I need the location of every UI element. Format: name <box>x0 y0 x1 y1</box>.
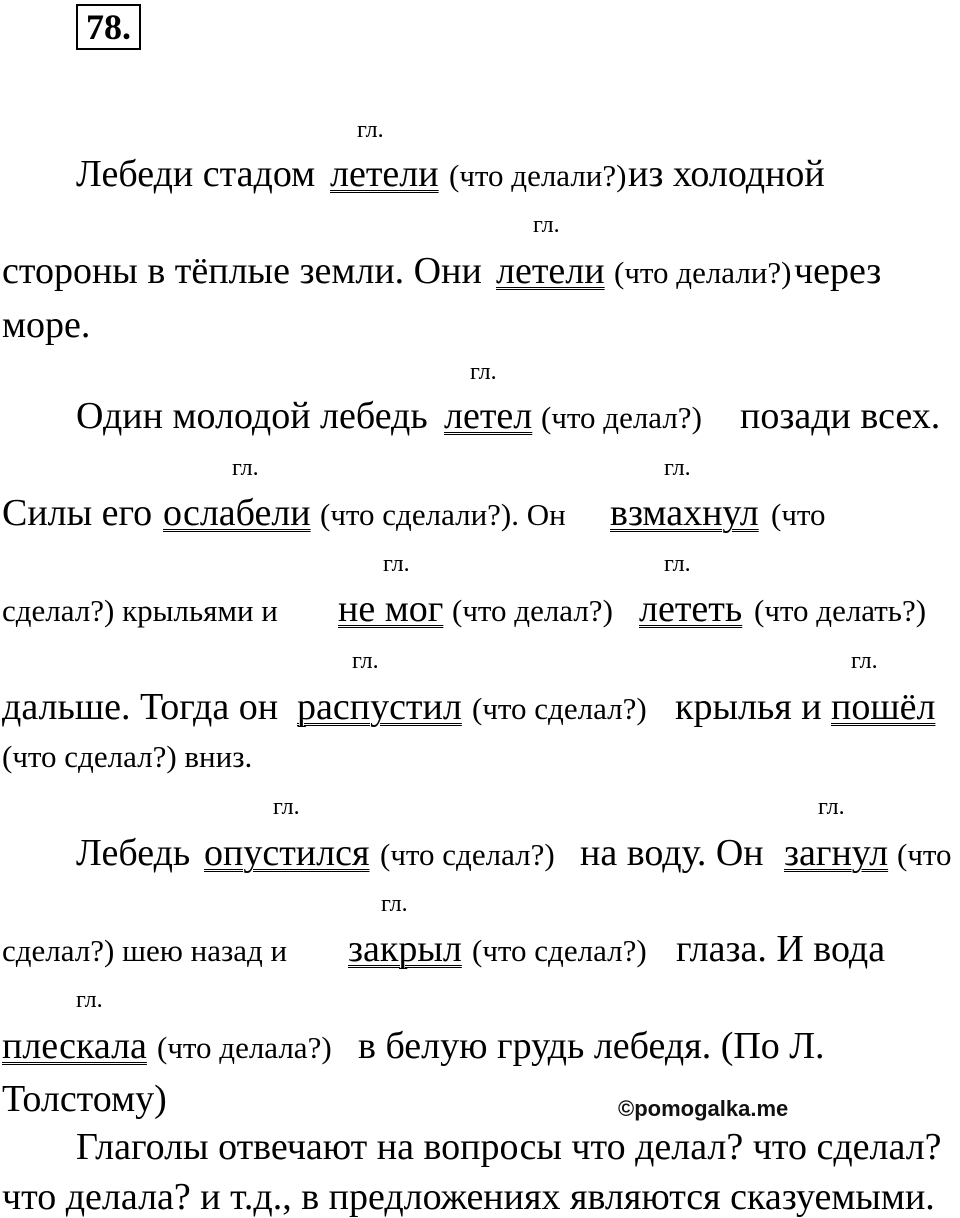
question: (что делала?) <box>157 1030 332 1065</box>
question: (что сделали?). Он <box>320 497 566 532</box>
verb: летели <box>330 153 439 195</box>
conclusion-line-2: что делала? и т.д., в предложениях являются сказуемыми. <box>2 1176 935 1218</box>
verb-label: гл. <box>664 551 691 577</box>
watermark: ©pomogalka.me <box>618 1096 789 1121</box>
verb: лететь <box>639 588 743 630</box>
verb-label: гл. <box>357 117 384 143</box>
verb-label: гл. <box>232 455 259 481</box>
text: (что сделал?) вниз. <box>2 739 253 774</box>
question: (что сделал?) <box>472 691 647 726</box>
text: глаза. И вода <box>676 928 886 970</box>
conclusion-line-1: Глаголы отвечают на вопросы что делал? что сделал? <box>76 1126 942 1168</box>
verb: ослабели <box>163 492 311 534</box>
verb-label: гл. <box>273 794 300 820</box>
question: (что делали?) <box>614 255 792 290</box>
verb-label: гл. <box>851 648 878 674</box>
verb: не мог <box>338 588 444 630</box>
question: (что <box>771 497 826 532</box>
verb-label: гл. <box>76 987 103 1013</box>
text: сделал?) шею назад и <box>2 933 288 968</box>
verb: летел <box>444 395 533 437</box>
question: (что делали?) <box>449 158 627 193</box>
question: (что делал?) <box>541 400 702 435</box>
text: из холодной <box>628 153 825 195</box>
text: стороны в тёплые земли. Они <box>2 250 482 292</box>
verb-label: гл. <box>383 551 410 577</box>
text: через <box>794 250 882 292</box>
text: Толстому) <box>2 1078 167 1120</box>
verb: распустил <box>297 686 462 728</box>
verb: взмахнул <box>610 492 759 534</box>
verb: летели <box>496 250 605 292</box>
question: (что делать?) <box>754 593 927 628</box>
question: (что <box>897 837 952 872</box>
verb-label: гл. <box>381 891 408 917</box>
text: море. <box>2 304 91 346</box>
question: (что сделал?) <box>380 837 555 872</box>
text: позади всех. <box>740 395 941 437</box>
verb-label: гл. <box>352 648 379 674</box>
verb: пошёл <box>831 686 936 728</box>
verb: закрыл <box>348 928 462 970</box>
verb-label: гл. <box>818 794 845 820</box>
question: (что делал?) <box>452 593 613 628</box>
text: крылья и <box>675 686 822 728</box>
text: Лебеди стадом <box>76 153 316 195</box>
text: сделал?) крыльями и <box>2 593 278 628</box>
verb-label: гл. <box>470 359 497 385</box>
text: Силы его <box>2 492 153 534</box>
verb: плескала <box>2 1025 147 1067</box>
text: Лебедь <box>76 832 191 874</box>
verb: загнул <box>784 832 889 874</box>
text: дальше. Тогда он <box>2 686 279 728</box>
question: (что сделал?) <box>472 933 647 968</box>
text: на воду. Он <box>580 832 764 874</box>
exercise-number: 78. <box>76 4 141 50</box>
verb-label: гл. <box>664 455 691 481</box>
verb: опустился <box>204 832 370 874</box>
verb-label: гл. <box>533 212 560 238</box>
text: Один молодой лебедь <box>76 395 428 437</box>
text: в белую грудь лебедя. (По Л. <box>358 1025 825 1067</box>
